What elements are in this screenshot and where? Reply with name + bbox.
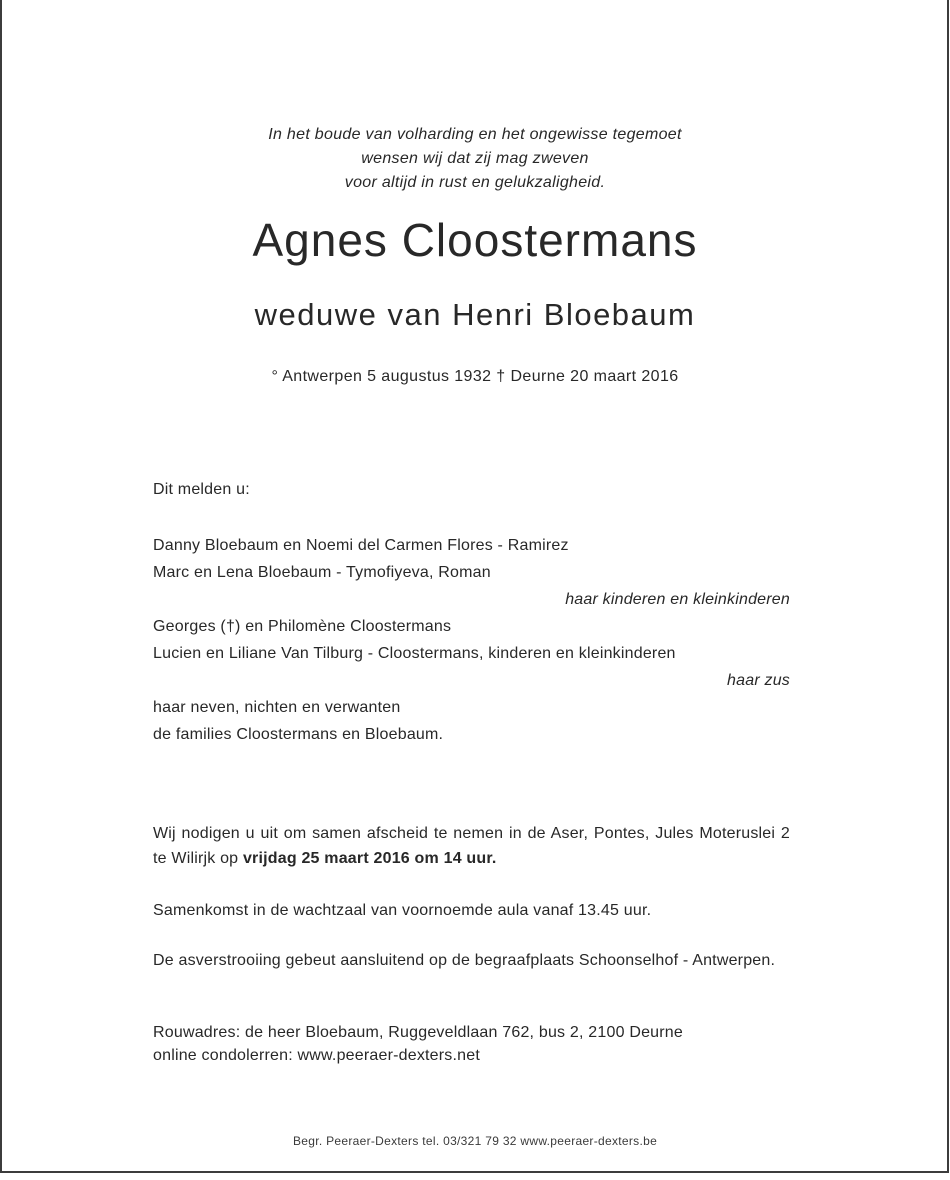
family-line-families: de families Cloostermans en Bloebaum. [153,726,444,743]
address-block [153,1021,790,1067]
epigraph-line-3: voor altijd in rust en gelukzaligheid. [344,174,606,191]
life-dates: ° Antwerpen 5 augustus 1932 † Deurne 20 maart 2016 [271,368,679,385]
family-line-relatives: haar neven, nichten en verwanten [153,699,401,716]
epigraph-line-1: In het boude van volharding en het ongewisse tegemoet [268,126,682,143]
family-caption-sister: haar zus [727,672,790,689]
family-line-children-1: Danny Bloebaum en Noemi del Carmen Flores - Ramirez [153,537,569,554]
epigraph [0,123,950,195]
family-list [153,532,790,748]
gathering-line: Samenkomst in de wachtzaal van voornoemde aula vanaf 13.45 uur. [153,902,652,919]
scattering-paragraph: De asverstrooiing gebeut aansluitend op de begraafplaats Schoonselhof - Antwerpen. [153,952,776,969]
online-condolences-line: online condolerren: www.peeraer-dexters.net [153,1047,480,1064]
family-line-children-2: Marc en Lena Bloebaum - Tymofiyeva, Roman [153,564,491,581]
funeral-home-footer: Begr. Peeraer-Dexters tel. 03/321 79 32 www.peeraer-dexters.be [292,1134,658,1148]
deceased-name: Agnes Cloostermans [252,214,698,266]
epigraph-line-2: wensen wij dat zij mag zweven [361,150,589,167]
relation-line: weduwe van Henri Bloebaum [254,297,696,332]
mourning-address-line: Rouwadres: de heer Bloebaum, Ruggeveldlaan 762, bus 2, 2100 Deurne [153,1024,683,1041]
announcement-lead: Dit melden u: [153,481,250,498]
family-line-sister-1: Georges (†) en Philomène Cloostermans [153,618,452,635]
invitation-date-bold: vrijdag 25 maart 2016 om 14 uur. [242,849,497,867]
family-caption-children: haar kinderen en kleinkinderen [565,591,790,608]
family-line-sister-2: Lucien en Liliane Van Tilburg - Cloostermans, kinderen en kleinkinderen [153,645,676,662]
invitation-text: Wij nodigen u uit om samen afscheid te nemen in de Aser, Pontes, Jules Moteruslei 2 te Wilirjk op [153,825,790,867]
invitation-paragraph [153,822,790,871]
